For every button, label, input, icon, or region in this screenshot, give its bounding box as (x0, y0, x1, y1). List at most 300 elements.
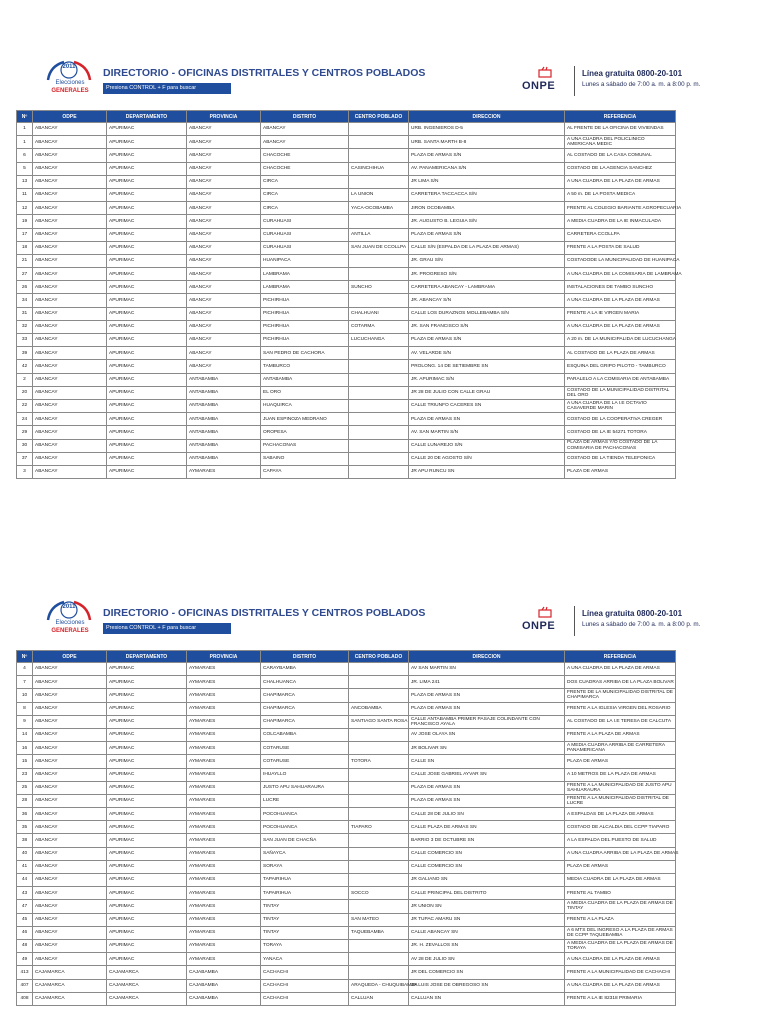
departamento-cell: APURIMAC (107, 188, 187, 201)
row-number: 37 (17, 452, 33, 465)
odpe-cell: ABANCAY (33, 373, 107, 386)
departamento-cell: APURIMAC (107, 281, 187, 294)
provincia-cell: ABANCAY (187, 136, 261, 149)
direccion-cell: PLAZA DE ARMAS SN (409, 781, 565, 794)
departamento-cell: CAJAMARCA (107, 966, 187, 979)
table-row (17, 373, 676, 386)
odpe-cell: ABANCAY (33, 307, 107, 320)
column-header: REFERENCIA (565, 651, 676, 663)
row-number: 48 (17, 939, 33, 952)
departamento-cell: APURIMAC (107, 386, 187, 399)
referencia-cell: PLAZA DE ARMAS (565, 860, 676, 873)
referencia-cell: FRENTE A LA IE VIRGEN MARIA (565, 307, 676, 320)
provincia-cell: AYMARAES (187, 860, 261, 873)
odpe-cell: ABANCAY (33, 781, 107, 794)
centro-poblado-cell: CASINCHIHUA (349, 162, 409, 175)
direccion-cell: AV 28 DE JULIO SN (409, 953, 565, 966)
referencia-cell: A MEDIA CUADRA DE LA IE INMACULADA (565, 215, 676, 228)
table-row (17, 228, 676, 241)
departamento-cell: APURIMAC (107, 373, 187, 386)
distrito-cell: CACHACHI (261, 992, 349, 1005)
provincia-cell: AYMARAES (187, 926, 261, 939)
direccion-cell: PLAZA DE ARMAS SN (409, 794, 565, 807)
row-number: 31 (17, 307, 33, 320)
odpe-cell: ABANCAY (33, 808, 107, 821)
referencia-cell: AL COSTADO DE LA CASA COMUNAL (565, 149, 676, 162)
referencia-cell: A UNA CUADRA DE LA PLAZA DE ARMAS (565, 294, 676, 307)
provincia-cell: ABANCAY (187, 347, 261, 360)
referencia-cell: FRENTE A LA IGLESIA VIRGEN DEL ROSARIO (565, 702, 676, 715)
referencia-cell: AL COSTADO DE LA PLAZA DE ARMAS (565, 347, 676, 360)
centro-poblado-cell (349, 452, 409, 465)
departamento-cell: APURIMAC (107, 794, 187, 807)
referencia-cell: FRENTE A LA PLAZA (565, 913, 676, 926)
distrito-cell: ANTABAMBA (261, 373, 349, 386)
row-number: 28 (17, 794, 33, 807)
hotline: Línea gratuita 0800-20-101 (582, 69, 683, 78)
table-row (17, 215, 676, 228)
row-number: 20 (17, 386, 33, 399)
departamento-cell: APURIMAC (107, 334, 187, 347)
provincia-cell: AYMARAES (187, 808, 261, 821)
provincia-cell: AYMARAES (187, 900, 261, 913)
departamento-cell: CAJAMARCA (107, 992, 187, 1005)
provincia-cell: ANTABAMBA (187, 399, 261, 412)
direccion-cell: PLAZA DE ARMAS S/N (409, 334, 565, 347)
row-number: 17 (17, 228, 33, 241)
odpe-cell: ABANCAY (33, 228, 107, 241)
table-row (17, 689, 676, 702)
centro-poblado-cell: ANTILLA (349, 228, 409, 241)
distrito-cell: CHAPIMARCA (261, 689, 349, 702)
departamento-cell: APURIMAC (107, 900, 187, 913)
referencia-cell: COSTADO DE ALCALDIA DEL CCPP TIAPARO (565, 821, 676, 834)
table-row (17, 728, 676, 741)
distrito-cell: PACHACONAS (261, 439, 349, 452)
provincia-cell: AYMARAES (187, 755, 261, 768)
logo-text-elecciones: Elecciones (55, 620, 85, 626)
departamento-cell: APURIMAC (107, 755, 187, 768)
centro-poblado-cell: SAN JUAN DE CCOLLPA (349, 241, 409, 254)
referencia-cell: FRENTE A LA PLAZA DE ARMAS (565, 728, 676, 741)
table-row (17, 939, 676, 952)
centro-poblado-cell (349, 900, 409, 913)
elecciones-generales-logo (34, 598, 98, 642)
departamento-cell: APURIMAC (107, 781, 187, 794)
distrito-cell: CACHACHI (261, 966, 349, 979)
referencia-cell: A UNA CUADRA DE LA PLAZA DE ARMAS (565, 320, 676, 333)
row-number: 13 (17, 175, 33, 188)
distrito-cell: YANACA (261, 953, 349, 966)
centro-poblado-cell (349, 794, 409, 807)
direccion-cell: URB. INGENIEROS D-5 (409, 123, 565, 136)
row-number: 46 (17, 926, 33, 939)
onpe-logo-text: ONPE (522, 80, 556, 92)
distrito-cell: PICHIRHUA (261, 320, 349, 333)
departamento-cell: APURIMAC (107, 175, 187, 188)
odpe-cell: ABANCAY (33, 281, 107, 294)
provincia-cell: AYMARAES (187, 821, 261, 834)
centro-poblado-cell: SANTIAGO SANTA ROSA (349, 715, 409, 728)
centro-poblado-cell (349, 149, 409, 162)
odpe-cell: ABANCAY (33, 702, 107, 715)
table-row (17, 399, 676, 412)
referencia-cell: A UNA CUADRA DEL POLICLINICO AMERICANA MEDIC (565, 136, 676, 149)
direccion-cell: JR. APURIMAC S/N (409, 373, 565, 386)
centro-poblado-cell: CHALHUANI (349, 307, 409, 320)
row-number: 4 (17, 663, 33, 676)
table-row (17, 834, 676, 847)
odpe-cell: ABANCAY (33, 465, 107, 478)
table-row (17, 281, 676, 294)
row-number: 29 (17, 426, 33, 439)
odpe-cell: ABANCAY (33, 413, 107, 426)
provincia-cell: AYMARAES (187, 465, 261, 478)
row-number: 18 (17, 241, 33, 254)
column-header: DIRECCION (409, 111, 565, 123)
referencia-cell: COSTADO DE LA COOPERATIVA CREGER (565, 413, 676, 426)
provincia-cell: ABANCAY (187, 307, 261, 320)
referencia-cell: COSTADO DE LA IE 54271 TOTORA (565, 426, 676, 439)
referencia-cell: A UNA CUADRA DE LA I.E OCTAVIO CASAVERDE MARIN (565, 399, 676, 412)
provincia-cell: AYMARAES (187, 939, 261, 952)
odpe-cell: ABANCAY (33, 887, 107, 900)
row-number: 7 (17, 676, 33, 689)
centro-poblado-cell (349, 781, 409, 794)
distrito-cell: TINTAY (261, 926, 349, 939)
column-header: Nº (17, 111, 33, 123)
centro-poblado-cell: SOCCO (349, 887, 409, 900)
row-number: 10 (17, 689, 33, 702)
table-row (17, 320, 676, 333)
direccion-cell: CALLE TRIUNFO CACERES SN (409, 399, 565, 412)
direccion-cell: JR. PROGRESO S/N (409, 268, 565, 281)
direccion-cell: CARRETERA ABANCAY - LAMBRAMA (409, 281, 565, 294)
distrito-cell: CURAHUASI (261, 228, 349, 241)
odpe-cell: ABANCAY (33, 254, 107, 267)
centro-poblado-cell (349, 413, 409, 426)
odpe-cell: ABANCAY (33, 123, 107, 136)
row-number: 5 (17, 162, 33, 175)
table-row (17, 149, 676, 162)
direccion-cell: AV. VELARDE S/N (409, 347, 565, 360)
provincia-cell: AYMARAES (187, 728, 261, 741)
centro-poblado-cell (349, 808, 409, 821)
table-row (17, 188, 676, 201)
distrito-cell: COLCABAMBA (261, 728, 349, 741)
odpe-cell: ABANCAY (33, 426, 107, 439)
row-number: 16 (17, 742, 33, 755)
row-number: 49 (17, 953, 33, 966)
referencia-cell: A 20 m. DE LA MUNICIPALIDA DE LUCUCHANGA (565, 334, 676, 347)
direccion-cell: PLAZA DE ARMAS SN (409, 702, 565, 715)
centro-poblado-cell (349, 874, 409, 887)
row-number: 2 (17, 373, 33, 386)
provincia-cell: ABANCAY (187, 162, 261, 175)
hotline-hours: Lunes a sábado de 7:00 a. m. a 8:00 p. m. (582, 81, 701, 88)
centro-poblado-cell (349, 386, 409, 399)
departamento-cell: APURIMAC (107, 294, 187, 307)
provincia-cell: AYMARAES (187, 781, 261, 794)
centro-poblado-cell (349, 268, 409, 281)
odpe-cell: ABANCAY (33, 188, 107, 201)
centro-poblado-cell (349, 834, 409, 847)
row-number: 42 (17, 360, 33, 373)
direccion-cell: PLAZA DE ARMAS S/N (409, 149, 565, 162)
distrito-cell: OROPESA (261, 426, 349, 439)
provincia-cell: AYMARAES (187, 663, 261, 676)
odpe-cell: ABANCAY (33, 439, 107, 452)
referencia-cell: A UNA CUADRA DE LA PLAZA DE ARMAS (565, 663, 676, 676)
odpe-cell: ABANCAY (33, 913, 107, 926)
distrito-cell: TAMBURCO (261, 360, 349, 373)
logo-text-generales: GENERALES (51, 88, 89, 94)
centro-poblado-cell (349, 742, 409, 755)
direccion-cell: JR 28 DE JULIO CON CALLE GRAU (409, 386, 565, 399)
column-header: CENTRO POBLADO (349, 651, 409, 663)
header-divider (574, 606, 575, 636)
distrito-cell: CHACOCHE (261, 149, 349, 162)
table-row (17, 847, 676, 860)
referencia-cell: CARRETERA CCOLLPA (565, 228, 676, 241)
distrito-cell: CAPAYA (261, 465, 349, 478)
distrito-cell: ABANCAY (261, 123, 349, 136)
table-row (17, 821, 676, 834)
table-row (17, 953, 676, 966)
departamento-cell: APURIMAC (107, 228, 187, 241)
odpe-cell: ABANCAY (33, 294, 107, 307)
direccion-cell: CALLE 28 DE JULIO SN (409, 808, 565, 821)
distrito-cell: POCOHUANCA (261, 808, 349, 821)
direccion-cell: JR GALIANO SN (409, 874, 565, 887)
search-hint: Presiona CONTROL + F para buscar (103, 83, 231, 94)
distrito-cell: PICHIRHUA (261, 334, 349, 347)
referencia-cell: FRENTE A LA POSTA DE SALUD (565, 241, 676, 254)
table-row (17, 781, 676, 794)
row-number: 38 (17, 834, 33, 847)
row-number: 36 (17, 808, 33, 821)
odpe-cell: ABANCAY (33, 742, 107, 755)
row-number: 14 (17, 728, 33, 741)
centro-poblado-cell (349, 175, 409, 188)
column-header: Nº (17, 651, 33, 663)
direccion-cell: JR. AUGUSTO B. LEGUIA S/N (409, 215, 565, 228)
direccion-cell: PLAZA DE ARMAS SN (409, 413, 565, 426)
departamento-cell: APURIMAC (107, 202, 187, 215)
table-row (17, 465, 676, 478)
row-number: 11 (17, 188, 33, 201)
direccion-cell: BARRIO 3 DE OCTUBRE SN (409, 834, 565, 847)
centro-poblado-cell (349, 966, 409, 979)
departamento-cell: CAJAMARCA (107, 979, 187, 992)
table-row (17, 175, 676, 188)
centro-poblado-cell (349, 676, 409, 689)
centro-poblado-cell (349, 939, 409, 952)
provincia-cell: AYMARAES (187, 874, 261, 887)
provincia-cell: ABANCAY (187, 202, 261, 215)
row-number: 413 (17, 966, 33, 979)
odpe-cell: ABANCAY (33, 926, 107, 939)
odpe-cell: ABANCAY (33, 900, 107, 913)
table-header-row (17, 651, 676, 663)
centro-poblado-cell (349, 399, 409, 412)
referencia-cell: COSTADODE LA MUNICIPALIDAD DE HUANIPACA (565, 254, 676, 267)
search-hint: Presiona CONTROL + F para buscar (103, 623, 231, 634)
page-header (0, 58, 768, 110)
odpe-cell: ABANCAY (33, 320, 107, 333)
hotline: Línea gratuita 0800-20-101 (582, 609, 683, 618)
table-row (17, 768, 676, 781)
row-number: 24 (17, 413, 33, 426)
page-cut-off (0, 1018, 768, 1024)
onpe-logo-text: ONPE (522, 620, 556, 632)
departamento-cell: APURIMAC (107, 162, 187, 175)
centro-poblado-cell (349, 254, 409, 267)
odpe-cell: ABANCAY (33, 334, 107, 347)
page-header (0, 598, 768, 650)
onpe-ballot-icon (538, 66, 552, 78)
logo-text-elecciones: Elecciones (55, 80, 85, 86)
centro-poblado-cell: LUCUCHANGA (349, 334, 409, 347)
row-number: 34 (17, 294, 33, 307)
table-row (17, 426, 676, 439)
direccion-cell: JR APU RUNCU SN (409, 465, 565, 478)
direccion-cell: JR UNION SN (409, 900, 565, 913)
departamento-cell: APURIMAC (107, 913, 187, 926)
logo-year: 2011 (62, 604, 76, 610)
provincia-cell: AYMARAES (187, 715, 261, 728)
table-row (17, 926, 676, 939)
departamento-cell: APURIMAC (107, 347, 187, 360)
table-row (17, 992, 676, 1005)
provincia-cell: ANTABAMBA (187, 426, 261, 439)
table-row (17, 715, 676, 728)
row-number: 1 (17, 123, 33, 136)
direccion-cell: CALLE PLAZA DE ARMAS SN (409, 821, 565, 834)
direccion-cell: JR. ABANCAY S/N (409, 294, 565, 307)
referencia-cell: FRENTE A LA MUNICIPALIDAD DE CACHACHI (565, 966, 676, 979)
direccion-cell: CALLE S/N (ESPALDA DE LA PLAZA DE ARMAS) (409, 241, 565, 254)
provincia-cell: CAJABAMBA (187, 992, 261, 1005)
departamento-cell: APURIMAC (107, 452, 187, 465)
departamento-cell: APURIMAC (107, 808, 187, 821)
centro-poblado-cell: SUNCHO (349, 281, 409, 294)
centro-poblado-cell: TAQUEBAMBA (349, 926, 409, 939)
row-number: 8 (17, 702, 33, 715)
odpe-cell: ABANCAY (33, 663, 107, 676)
row-number: 25 (17, 781, 33, 794)
logo-year: 2011 (62, 64, 76, 70)
centro-poblado-cell (349, 123, 409, 136)
odpe-cell: ABANCAY (33, 399, 107, 412)
direccion-cell: PLAZA DE ARMAS S/N (409, 228, 565, 241)
departamento-cell: APURIMAC (107, 953, 187, 966)
provincia-cell: ABANCAY (187, 281, 261, 294)
distrito-cell: POCOHUANCA (261, 821, 349, 834)
provincia-cell: ABANCAY (187, 334, 261, 347)
centro-poblado-cell (349, 768, 409, 781)
odpe-cell: ABANCAY (33, 360, 107, 373)
directory-page-1 (0, 58, 768, 479)
centro-poblado-cell (349, 465, 409, 478)
distrito-cell: SAN JUAN DE CHACÑA (261, 834, 349, 847)
provincia-cell: ANTABAMBA (187, 439, 261, 452)
directory-page-2 (0, 598, 768, 1006)
row-number: 22 (17, 399, 33, 412)
table-row (17, 136, 676, 149)
table-row (17, 439, 676, 452)
table-row (17, 808, 676, 821)
provincia-cell: ABANCAY (187, 123, 261, 136)
distrito-cell: LAMBRAMA (261, 281, 349, 294)
table-row (17, 702, 676, 715)
table-row (17, 241, 676, 254)
provincia-cell: ABANCAY (187, 268, 261, 281)
direccion-cell: CALLE PRINCIPAL DEL DISTRITO (409, 887, 565, 900)
direccion-cell: JR. GRAU S/N (409, 254, 565, 267)
referencia-cell: A 6 MTS DEL INGRESO A LA PLAZA DE ARMAS DE CCPP TAQUEBAMBA (565, 926, 676, 939)
provincia-cell: ANTABAMBA (187, 413, 261, 426)
table-row (17, 874, 676, 887)
odpe-cell: ABANCAY (33, 386, 107, 399)
referencia-cell: A UNA CUADRA DE LA COMISARIA DE LAMBRAMA (565, 268, 676, 281)
referencia-cell: A 50 m. DE LA POSTA MEDICA (565, 188, 676, 201)
odpe-cell: CAJAMARCA (33, 992, 107, 1005)
centro-poblado-cell (349, 953, 409, 966)
direccion-cell: AV. SAN MARTIN S/N (409, 426, 565, 439)
centro-poblado-cell (349, 347, 409, 360)
table-row (17, 360, 676, 373)
provincia-cell: AYMARAES (187, 702, 261, 715)
centro-poblado-cell (349, 663, 409, 676)
departamento-cell: APURIMAC (107, 413, 187, 426)
distrito-cell: CHAPIMARCA (261, 702, 349, 715)
column-header: PROVINCIA (187, 111, 261, 123)
column-header: ODPE (33, 111, 107, 123)
row-number: 15 (17, 755, 33, 768)
referencia-cell: A UNA CUADRA DE LA PLAZA DE ARMAS (565, 175, 676, 188)
distrito-cell: IHUAYLLO (261, 768, 349, 781)
odpe-cell: ABANCAY (33, 821, 107, 834)
provincia-cell: ABANCAY (187, 241, 261, 254)
row-number: 3 (17, 465, 33, 478)
row-number: 43 (17, 887, 33, 900)
distrito-cell: CURAHUASI (261, 241, 349, 254)
departamento-cell: APURIMAC (107, 307, 187, 320)
distrito-cell: CIRCA (261, 188, 349, 201)
centro-poblado-cell: ARAQUEDA - CHUQUIBAMBA (349, 979, 409, 992)
departamento-cell: APURIMAC (107, 742, 187, 755)
departamento-cell: APURIMAC (107, 874, 187, 887)
referencia-cell: PARALELO A LA COMISARIA DE ANTABAMBA (565, 373, 676, 386)
odpe-cell: ABANCAY (33, 874, 107, 887)
logo-text-generales: GENERALES (51, 628, 89, 634)
table-row (17, 676, 676, 689)
referencia-cell: AL COSTADO DE LA I.E TERESA DE CALCUTA (565, 715, 676, 728)
odpe-cell: ABANCAY (33, 676, 107, 689)
column-header: DISTRITO (261, 651, 349, 663)
provincia-cell: ABANCAY (187, 294, 261, 307)
referencia-cell: COSTADO DE LA TIENDA TELEFONICA (565, 452, 676, 465)
referencia-cell: PLAZA DE ARMAS Y/O COSTADO DE LA COMISARIA DE PACHACONAS (565, 439, 676, 452)
table-row (17, 860, 676, 873)
distrito-cell: LAMBRAMA (261, 268, 349, 281)
row-number: 41 (17, 860, 33, 873)
odpe-cell: ABANCAY (33, 202, 107, 215)
row-number: 19 (17, 215, 33, 228)
table-row (17, 887, 676, 900)
direccion-cell: CALLE LUNAREJO S/N (409, 439, 565, 452)
